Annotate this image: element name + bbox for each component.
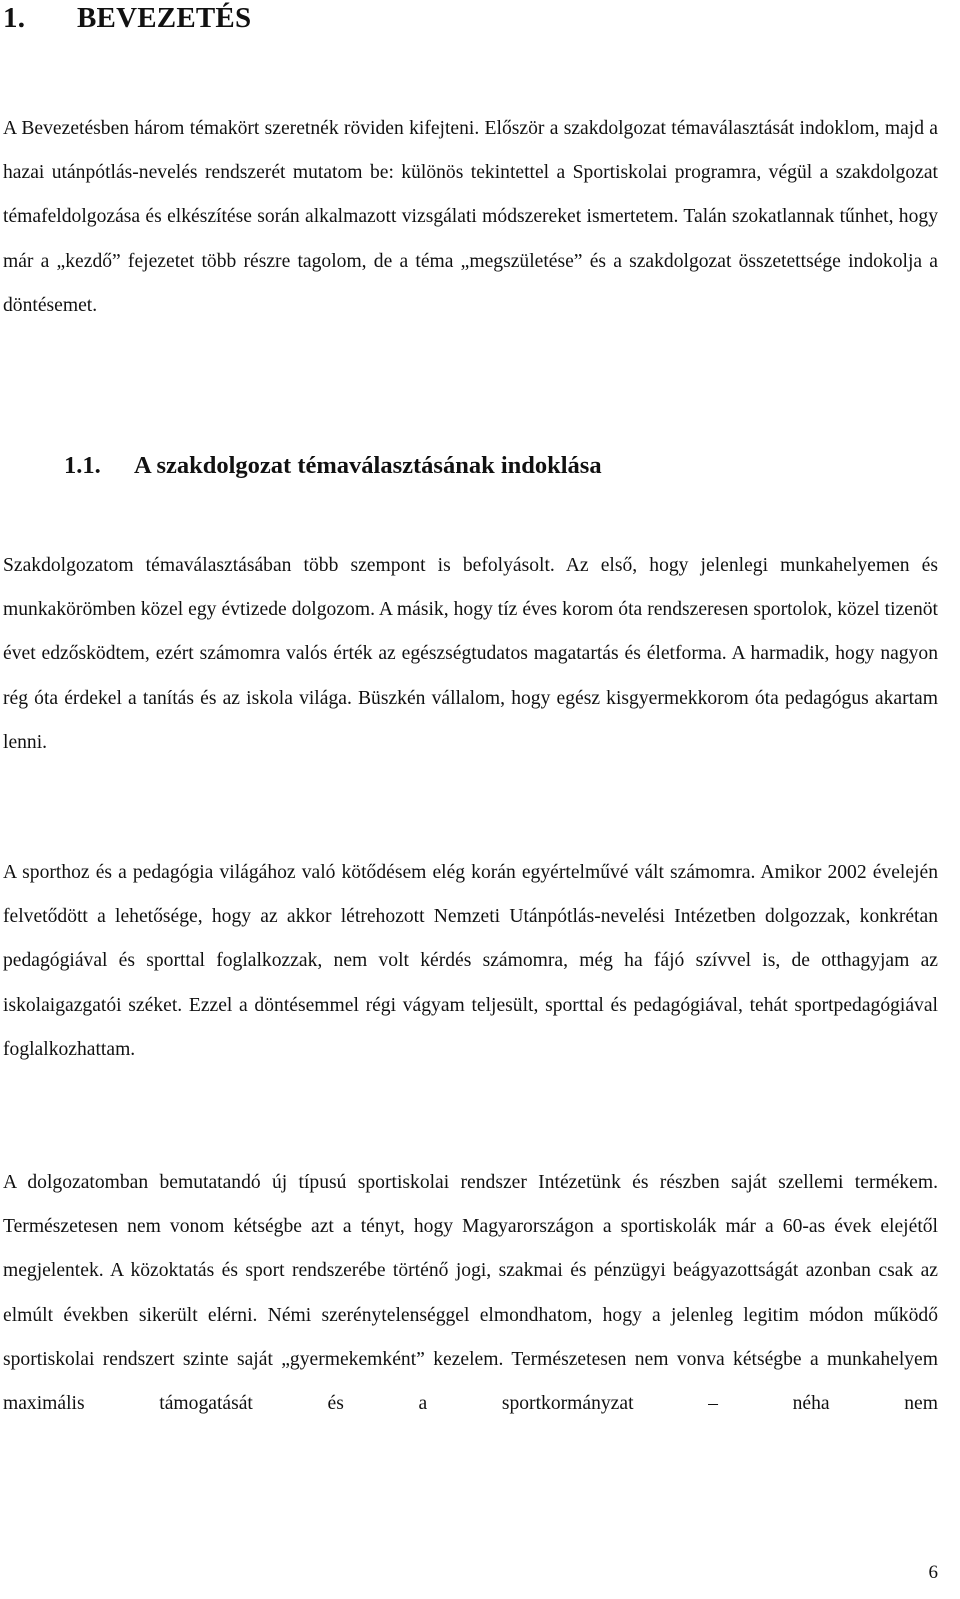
intro-paragraph: A Bevezetésben három témakört szeretnék röviden kifejteni. Először a szakdolgozat témaválasztását indoklom, majd a hazai utánpótlás-nevelés rendszerét mutatom be: különös tekintettel a Sportiskolai programra, végül a szakdolgozat témafeldolgozása és elkészítése során alkalmazott vizsgálati módszereket ismertetem. Talán szokatlannak tűnhet, hogy már a „kezdő” fejezetet több részre tagolom, de a téma „megszületése” és a szakdolgozat összetettsége indokolja a döntésemet.	[3, 118, 938, 316]
body-paragraph-2: A sporthoz és a pedagógia világához való kötődésem elég korán egyértelművé vált számomra. Amikor 2002 évelején felvetődött a lehetősége, hogy az akkor létrehozott Nemzeti Utánpótlás-nevelési Intézetben dolgozzak, konkrétan pedagógiával és sporttal foglalkozzak, nem volt kérdés számomra, még ha fájó szívvel is, de otthagyjam az iskolaigazgatói széket. Ezzel a döntésemmel régi vágyam teljesült, sporttal és pedagógiával, tehát sportpedagógiával foglalkozhattam.	[3, 862, 938, 1060]
chapter-number: 1.	[3, 2, 26, 34]
body-paragraph-1: Szakdolgozatom témaválasztásában több szempont is befolyásolt. Az első, hogy jelenlegi munkahelyemen és munkakörömben közel egy évtizede dolgozom. A másik, hogy tíz éves korom óta rendszeresen sportolok, közel tizenöt évet edzősködtem, ezért számomra valós érték az egészségtudatos magatartás és életforma. A harmadik, hogy nagyon rég óta érdekel a tanítás és az iskola világa. Büszkén vállalom, hogy egész kisgyermekkorom óta pedagógus akartam lenni.	[3, 555, 938, 753]
body-paragraph-3: A dolgozatomban bemutatandó új típusú sportiskolai rendszer Intézetünk és részben saját szellemi termékem. Természetesen nem vonom kétségbe azt a tényt, hogy Magyarországon a sportiskolák már a 60-as évek elejétől megjelentek. A közoktatás és sport rendszerébe történő jogi, szakmai és pénzügyi beágyazottságát azonban csak az elmúlt években sikerült elérni. Némi szerénytelenséggel elmondhatom, hogy a jelenleg legitim módon működő sportiskolai rendszert szinte saját „gyermekemként” kezelem. Természetesen nem vonva kétségbe a munkahelyem maximális támogatását és a sportkormányzat – néha nem	[3, 1172, 938, 1415]
section-heading	[64, 452, 602, 480]
chapter-heading	[3, 2, 251, 35]
page-number: 6	[928, 1562, 938, 1583]
section-title: A szakdolgozat témaválasztásának indoklása	[134, 452, 602, 479]
section-number: 1.1.	[64, 452, 101, 479]
chapter-title: BEVEZETÉS	[77, 2, 252, 34]
